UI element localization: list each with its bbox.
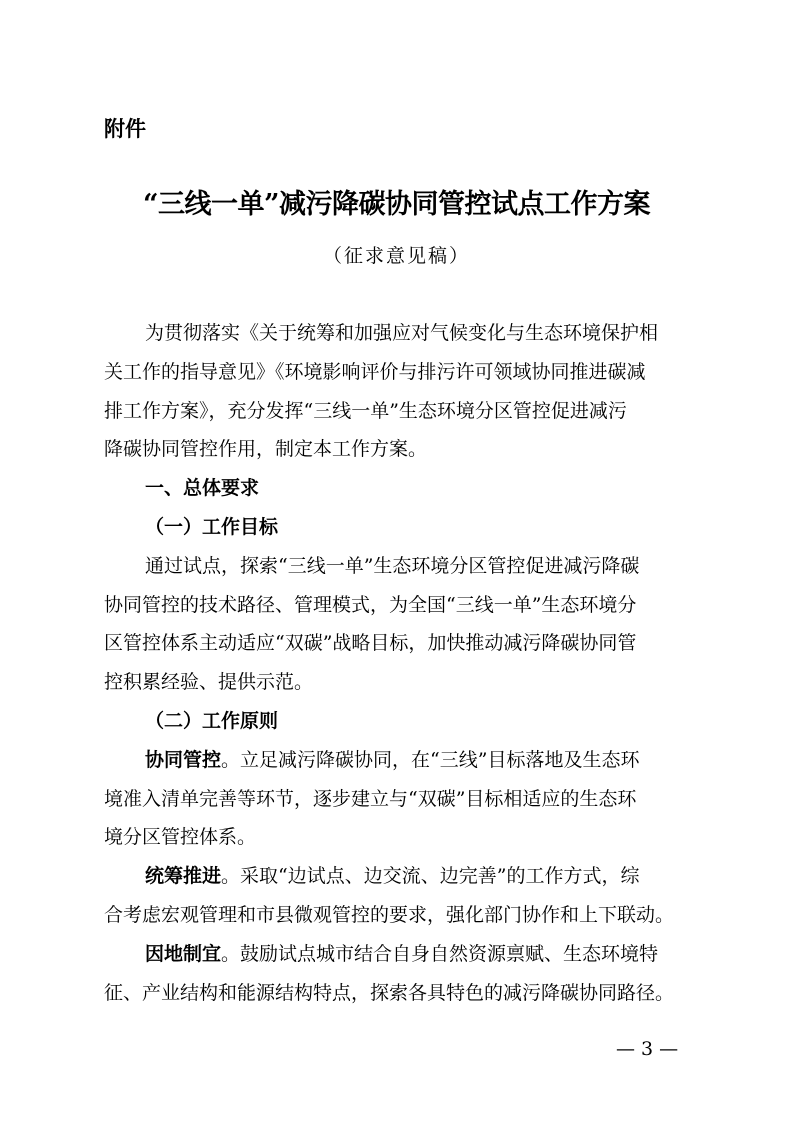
goals-paragraph (104, 547, 692, 702)
principle-coordinated-control (104, 741, 692, 857)
principle-text: 。采取“边试点、边交流、边完善”的工作方式，综 (221, 865, 640, 888)
page-number: — 3 — (616, 1038, 679, 1060)
principle-term: 因地制宜 (145, 942, 222, 965)
principle-line (104, 741, 692, 780)
principle-local-conditions (104, 935, 692, 1013)
document-body (104, 314, 692, 1012)
attachment-label: 附件 (104, 117, 146, 141)
principle-line: 征、产业结构和能源结构特点，探索各具特色的减污降碳协同路径。 (104, 981, 675, 1004)
section-heading: 一、总体要求 (145, 477, 260, 500)
intro-line: 排工作方案》，充分发挥“三线一单”生态环境分区管控促进减污 (104, 399, 627, 422)
principle-line (104, 857, 692, 896)
principle-line: 境分区管控体系。 (104, 826, 257, 849)
intro-line: 为贯彻落实《关于统筹和加强应对气候变化与生态环境保护相 (145, 322, 659, 344)
principle-overall-planning (104, 857, 692, 935)
goals-line: 控积累经验、提供示范。 (104, 671, 314, 694)
document-subtitle: （征求意见稿） (322, 245, 470, 267)
document-title: “三线一单”减污降碳协同管控试点工作方案 (142, 189, 651, 220)
intro-line: 降碳协同管控作用，制定本工作方案。 (104, 438, 428, 461)
principle-text: 。鼓励试点城市结合自身自然资源禀赋、生态环境特 (221, 942, 659, 965)
intro-paragraph (104, 314, 692, 469)
goals-line: 区管控体系主动适应“双碳”战略目标，加快推动减污降碳协同管 (104, 632, 637, 655)
goals-line: 通过试点，探索“三线一单”生态环境分区管控促进减污降碳 (145, 554, 640, 577)
goals-line: 协同管控的技术路径、管理模式，为全国“三线一单”生态环境分 (104, 593, 637, 616)
intro-line: 关工作的指导意见》《环境影响评价与排污许可领域协同推进碳减 (104, 360, 646, 383)
principle-term: 统筹推进 (145, 865, 222, 888)
principle-text: 。立足减污降碳协同，在“三线”目标落地及生态环 (221, 748, 640, 771)
principle-line: 境准入清单完善等环节，逐步建立与“双碳”目标相适应的生态环 (104, 787, 637, 810)
principle-term: 协同管控 (145, 748, 222, 771)
principle-line (104, 935, 692, 974)
subsection-heading-principles: （二）工作原则 (145, 709, 279, 732)
principle-line: 合考虑宏观管理和市县微观管控的要求，强化部门协作和上下联动。 (104, 903, 675, 926)
subsection-heading-goals: （一）工作目标 (145, 515, 279, 538)
